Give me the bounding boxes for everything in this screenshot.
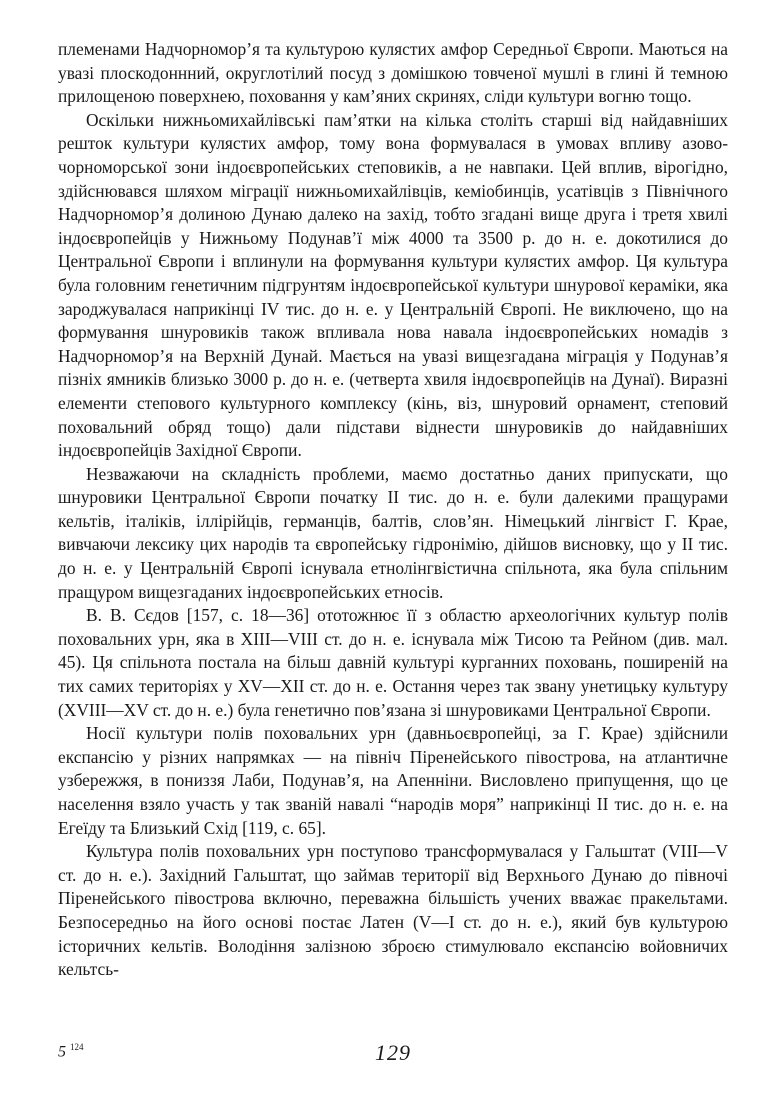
page-number: 129 — [375, 1040, 411, 1065]
signature-number: 124 — [70, 1042, 84, 1052]
paragraph: Незважаючи на складність проблеми, маємо достатньо даних припускати, що шнуровики Центральної Європи початку II тис. до н. е. були далекими пращурами кельтів, італіків, іллірійців, германців, балтів, слов’ян. Німецький лінгвіст Г. Крае, вивчаючи лексику цих народів та європейську гідронімію, дійшов висновку, що у II тис. до н. е. у Центральній Європі існувала етнолінгвістична спільнота, яка була спільним пращуром вищезгаданих індоєвропейських етносів. — [58, 463, 728, 602]
paragraph-continuation: племенами Надчорномор’я та культурою кулястих амфор Середньої Європи. Маються на увазі плоскодоннний, округлотілий посуд з домішкою товченої мушлі в глині й темною прилощеною поверхнею, поховання у кам’яних скринях, сліди культури вогню тощо. — [58, 39, 728, 107]
signature-mark: 5 — [58, 1043, 66, 1061]
paragraph: В. В. Сєдов [157, с. 18—36] ототожнює її з областю археологічних культур полів поховальних урн, яка в XIII—VIII ст. до н. е. існувала між Тисою та Рейном (див. мал. 45). Ця спільнота постала на більш давній культурі курганних поховань, поширеній на тих самих територіях у XV—XII ст. до н. е. Остання через так звану унетицьку культуру (XVIII—XV ст. до н. е.) була генетично пов’язана зі шнуровиками Центральної Європи. — [58, 605, 728, 720]
paragraph: Культура полів поховальних урн поступово трансформувалася у Гальштат (VIII—V ст. до н. е.). Західний Гальштат, що займав території від Верхнього Дунаю до півночі Піренейського півострова включно, переважна більшість учених вважає пракельтами. Безпосередньо на його основі постає Латен (V—I ст. до н. е.), який був культурою історичних кельтів. Володіння залізною зброєю стимулювало експансію войовничих кельтсь- — [58, 841, 728, 980]
page-footer — [58, 1040, 728, 1080]
paragraph: Носії культури полів поховальних урн (давньоєвропейці, за Г. Крае) здійснили експансію у різних напрямках — на північ Піренейського півострова, на атлантичне узбережжя, в пониззя Лаби, Подунав’я, на Апенніни. Висловлено припущення, що це населення взяло участь у так званій навалі “народів моря” наприкінці II тис. до н. е. на Егеїду та Близький Схід [119, с. 65]. — [58, 723, 728, 838]
paragraph: Оскільки нижньомихайлівські пам’ятки на кілька століть старші від найдавніших решток культури кулястих амфор, тому вона формувалася в умовах впливу азово-чорноморської зони індоєвропейських степовиків, а не навпаки. Цей вплив, вірогідно, здійснювався шляхом міграції нижньомихайлівців, кеміобинців, усатівців з Північного Надчорномор’я долиною Дунаю далеко на захід, тобто згадані вище друга і третя хвилі індоєвропейців у Нижньому Подунав’ї між 4000 та 3500 р. до н. е. докотилися до Центральної Європи і вплинули на формування культури кулястих амфор. Ця культура була головним генетичним підгрунтям індоєвропейської культури шнурової кераміки, яка зароджувалася наприкінці IV тис. до н. е. у Центральній Європі. Не виключено, що на формування шнуровиків також впливала нова навала індоєвропейських номадів з Надчорномор’я на Верхній Дунай. Мається на увазі вищезгадана міграція у Подунав’я пізніх ямників близько 3000 р. до н. е. (четверта хвиля індоєвропейців на Дунаї). Виразні елементи степового культурного комплексу (кінь, віз, шнуровий орнамент, степовий поховальний обряд тощо) дали підстави віднести шнуровиків до найдавніших індоєвропейців Західної Європи. — [58, 109, 728, 461]
